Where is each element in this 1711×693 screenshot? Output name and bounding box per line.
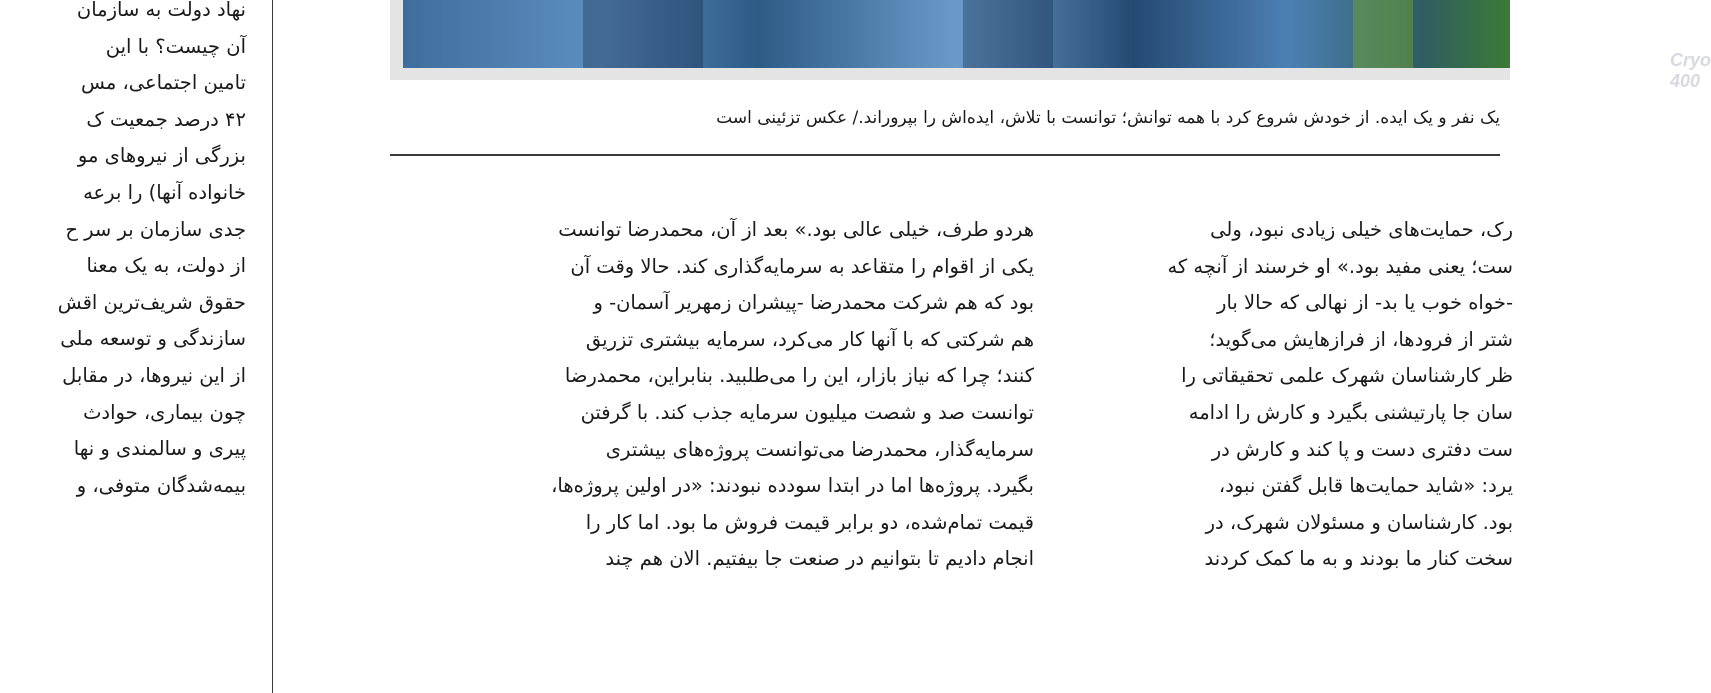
text-line: ظر کارشناسان شهرک علمی تحقیقاتی را (1181, 364, 1513, 388)
text-line: یرد: «شاید حمایت‌ها قابل گفتن نبود، (1218, 474, 1513, 498)
article-photo (390, 0, 1711, 91)
caption-rule (390, 154, 1500, 156)
text-line: خانواده آنها) را برعه (83, 180, 246, 204)
text-line: حقوق شریف‌ترین اقش (57, 290, 246, 314)
text-line: سازندگی و توسعه ملی (60, 327, 246, 351)
text-line: توانست صد و شصت میلیون سرمایه جذب کند. با گرفتن (580, 400, 1034, 424)
left-article-column (0, 0, 246, 504)
text-line: قیمت تمام‌شده، دو برابر قیمت فروش ما بود. اما کار را (585, 510, 1034, 534)
text-line: رک، حمایت‌های خیلی زیادی نبود، ولی (1210, 218, 1513, 241)
text-line: جدی سازمان بر سر ح (65, 217, 246, 241)
text-line: شتر از فرودها، از فرازهایش می‌گوید؛ (1209, 327, 1513, 351)
text-line: ست دفتری دست و پا کند و کارش در (1211, 437, 1513, 461)
text-line: یکی از اقوام را متقاعد به سرمایه‌گذاری کند. حالا وقت آن (570, 254, 1034, 278)
text-line: ۴۲ درصد جمعیت ک (86, 107, 246, 131)
text-line: -خواه خوب یا بد- از نهالی که حالا بار (1217, 291, 1513, 315)
text-line: سرمایه‌گذار، محمدرضا می‌توانست پروژه‌های بیشتری (605, 437, 1034, 461)
text-line: سخت کنار ما بودند و به ما کمک کردند (1204, 547, 1513, 571)
text-line: چون بیماری، حوادث (83, 400, 246, 424)
text-line: بیمه‌شدگان متوفی، و (76, 473, 246, 497)
column-divider (272, 0, 273, 693)
middle-article-column (388, 212, 1034, 578)
text-line: آن چیست؟ با این (105, 34, 246, 58)
text-line: انجام دادیم تا بتوانیم در صنعت جا بیفتیم. الان هم چند (605, 547, 1034, 571)
text-line: هم شرکتی که با آنها کار می‌کرد، سرمایه بیشتری تزریق (585, 327, 1034, 351)
right-article-column (1053, 212, 1513, 578)
photo-image (403, 0, 1510, 68)
text-line: تامین اجتماعی، مس (81, 71, 246, 95)
text-line: از دولت، به یک معنا (86, 254, 246, 278)
text-line: بود. کارشناسان و مسئولان شهرک، در (1205, 510, 1513, 534)
text-line: از این نیروها، در مقابل (62, 363, 246, 387)
text-line: بزرگی از نیروهای مو (77, 144, 246, 168)
photo-embedded-text: Cryo 400 (1670, 50, 1711, 91)
text-line: پیری و سالمندی و نها (73, 437, 246, 461)
text-line: کنند؛ چرا که نیاز بازار، این را می‌طلبید. بنابراین، محمدرضا (564, 364, 1034, 388)
text-line: هردو طرف، خیلی عالی بود.» بعد از آن، محمدرضا توانست (558, 218, 1034, 241)
text-line: بود که هم شرکت محمدرضا -پیشران زمهریر آسمان- و (593, 291, 1034, 315)
photo-caption: یک نفر و یک ایده. از خودش شروع کرد با همه توانش؛ توانست با تلاش، ایده‌اش را بپروراند./ عکس تزئینی است (716, 108, 1500, 128)
text-line: نهاد دولت به سازمان (76, 0, 246, 21)
text-line: ست؛ یعنی مفید بود.» او خرسند از آنچه که (1167, 254, 1513, 278)
text-line: بگیرد. پروژه‌ها اما در ابتدا سودده نبودند: «در اولین پروژه‌ها، (551, 474, 1034, 498)
text-line: سان جا پارتیشنی بگیرد و کارش را ادامه (1188, 400, 1513, 424)
